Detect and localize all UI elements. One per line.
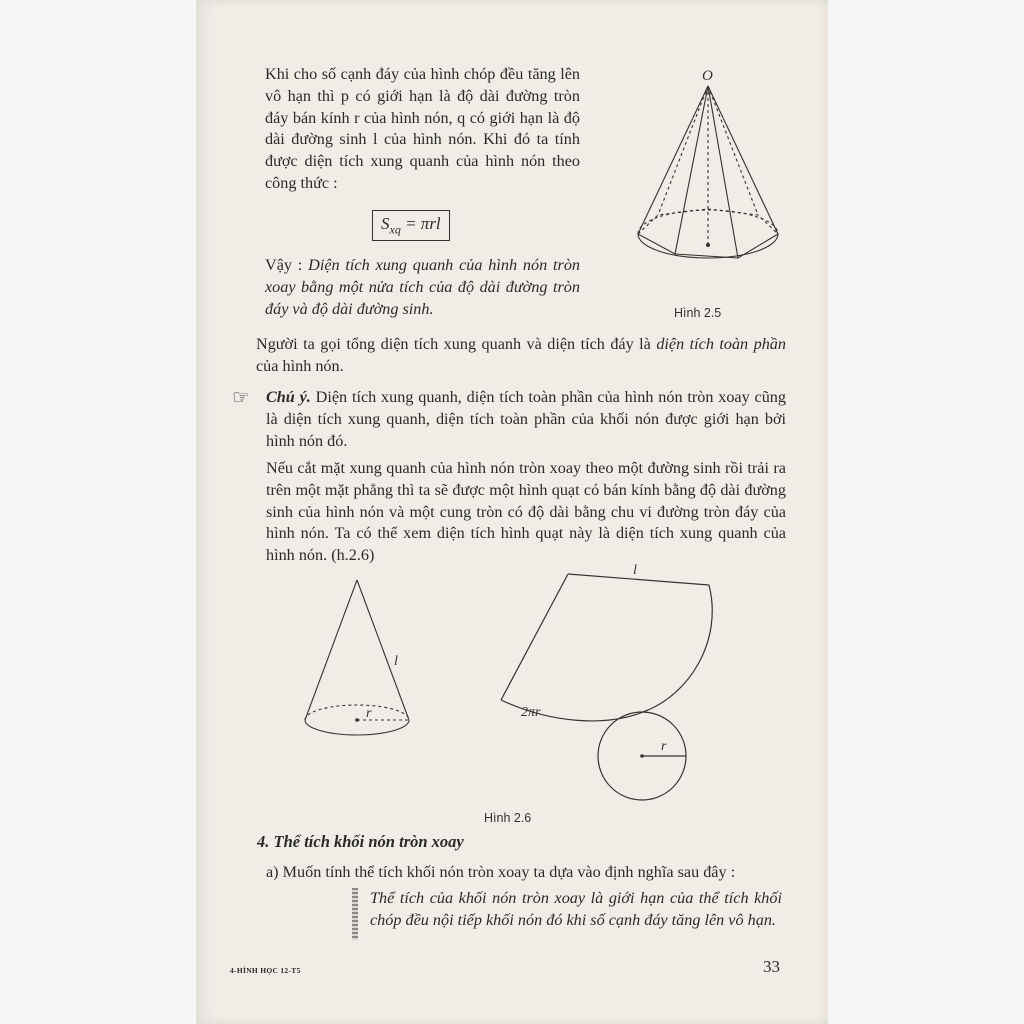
total-area-term: diện tích toàn phần [656, 335, 786, 353]
section-intro-paragraph: a) Muốn tính thể tích khối nón tròn xoay ta dựa vào định nghĩa sau đây : [266, 863, 736, 881]
conclusion-text: Diện tích xung quanh của hình nón tròn xoay bằng một nửa tích của độ dài đường tròn đáy và độ dài đường sinh. [265, 256, 581, 318]
formula-subscript: xq [389, 222, 401, 237]
note-paragraph [266, 387, 786, 452]
page-number: 33 [763, 957, 780, 976]
figure-2-6-caption: Hình 2.6 [484, 811, 532, 825]
cone-slant-label: l [394, 654, 398, 669]
note-label: Chú ý. [266, 388, 311, 406]
sector-radius-label: l [633, 563, 637, 578]
intro-paragraph: Khi cho số cạnh đáy của hình chóp đều tăng lên vô hạn thì p có giới hạn là độ dài đường tròn đáy bán kính r của hình nón, q có giới hạn là độ dài đường sinh l của hình nón. Khi đó ta tính được diện tích xung quanh của hình nón theo công thức : [265, 65, 580, 192]
pointing-hand-icon: ☞ [232, 387, 250, 409]
definition-paragraph: Thể tích của khối nón tròn xoay là giới hạn của thể tích khối chóp đều nội tiếp khối nón đó khi số cạnh đáy tăng lên vô hạn. [370, 889, 782, 929]
note-text: Diện tích xung quanh, diện tích toàn phần của hình nón tròn xoay cũng là diện tích xung quanh, diện tích toàn phần của khối nón được giới hạn bởi hình nón đó. [266, 388, 786, 450]
conclusion-label: Vậy : [265, 256, 309, 274]
definition-bar [352, 888, 358, 940]
cone-radius-label: r [366, 706, 372, 721]
section-heading: 4. Thể tích khối nón tròn xoay [257, 832, 464, 851]
circle-radius-label: r [661, 739, 667, 754]
total-area-text-a: Người ta gọi tổng diện tích xung quanh và diện tích đáy là [256, 335, 657, 353]
formula-lhs: S [381, 214, 390, 233]
formula-box [372, 210, 450, 241]
arc-length-label: 2πr [521, 705, 541, 720]
total-area-text-c: của hình nón. [256, 356, 344, 375]
figure-2-6-cone [300, 575, 415, 745]
conclusion-paragraph [265, 255, 580, 320]
unroll-paragraph: Nếu cắt mặt xung quanh của hình nón tròn xoay theo một đường sinh rồi trải ra trên một mặt phẳng thì ta sẽ được một hình quạt có bán kính bằng độ dài đường sinh của hình nón và một cung tròn có độ dài bằng chu vi đường tròn đáy của hình nón. Ta có thể xem diện tích hình quạt này là diện tích xung quanh của hình nón. (h.2.6) [266, 459, 786, 565]
figure-2-5-caption: Hình 2.5 [674, 306, 722, 320]
figure-2-6-sector [495, 560, 725, 810]
footer-label: 4-HÌNH HỌC 12-T5 [230, 966, 301, 975]
apex-label: O [702, 68, 713, 84]
formula-rhs: = πrl [400, 214, 441, 233]
total-area-paragraph [256, 334, 786, 378]
figure-2-5 [630, 62, 790, 322]
